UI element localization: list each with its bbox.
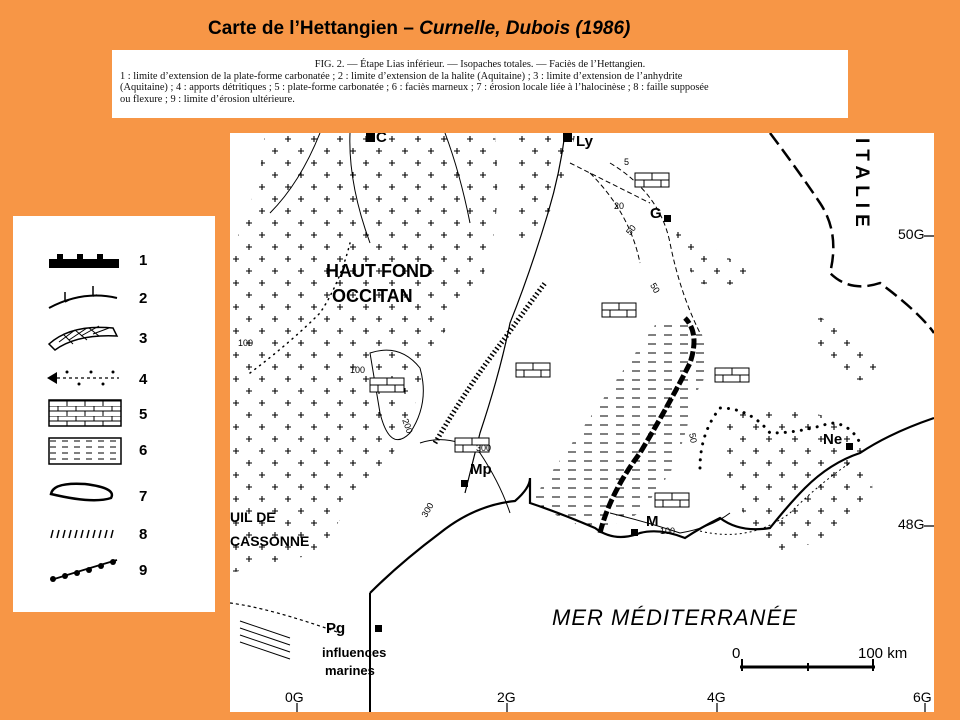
legend-symbol-5 bbox=[49, 400, 121, 426]
label-influences: influences bbox=[322, 645, 387, 660]
city-montpellier: Mp bbox=[470, 461, 492, 478]
haut-fond-crosses bbox=[230, 133, 497, 573]
isopach-label-5: 5 bbox=[624, 157, 630, 167]
legend-label-9: 9 bbox=[139, 562, 148, 579]
label-mer-mediterranee: MER MÉDITERRANÉE bbox=[552, 605, 798, 630]
grade-0g: 0G bbox=[285, 689, 304, 705]
alpine-massif-crosses bbox=[515, 133, 575, 258]
legend-symbol-6 bbox=[49, 438, 121, 464]
city-grenoble: G bbox=[650, 205, 662, 222]
legend-symbol-9 bbox=[50, 559, 117, 582]
scale-end: 100 km bbox=[858, 645, 908, 662]
isopach-label-300b: 300 bbox=[419, 500, 436, 520]
grade-6g: 6G bbox=[913, 689, 932, 705]
caption-line-1: FIG. 2. — Étape Lias inférieur. — Isopaches totales. — Faciès de l’Hettangien. bbox=[314, 59, 646, 70]
legend-label-8: 8 bbox=[139, 526, 148, 543]
scale-start: 0 bbox=[732, 645, 741, 662]
detrital-arrows bbox=[230, 603, 340, 633]
legend-symbol-7 bbox=[51, 484, 112, 501]
nice-crosses bbox=[810, 313, 890, 381]
grade-50g: 50G bbox=[898, 226, 925, 242]
legend-symbol-1 bbox=[49, 254, 119, 268]
city-lyon: Ly bbox=[576, 133, 593, 150]
figure-caption bbox=[112, 50, 848, 118]
isopach-20 bbox=[590, 173, 640, 263]
grade-4g: 4G bbox=[707, 689, 726, 705]
label-carcassonne: CASSONNE bbox=[230, 533, 310, 549]
marine-influence-hatch bbox=[240, 621, 290, 659]
legend-symbol-3 bbox=[49, 326, 117, 350]
legend-symbol-2 bbox=[49, 286, 117, 308]
belledonne-crosses bbox=[675, 228, 750, 286]
label-marines: marines bbox=[325, 663, 375, 678]
grade-2g: 2G bbox=[497, 689, 516, 705]
isopach-label-20: 20 bbox=[614, 201, 625, 211]
label-occitan: OCCITAN bbox=[332, 286, 413, 306]
legend-label-3: 3 bbox=[139, 330, 148, 347]
label-seuil: UIL DE bbox=[230, 509, 276, 525]
hettangien-map bbox=[230, 133, 934, 712]
isopach-label-100b: 100 bbox=[660, 526, 676, 536]
title-main: Carte de l’Hettangien – bbox=[208, 18, 420, 39]
isopach-label-100a: 100 bbox=[238, 338, 254, 348]
label-haut-fond: HAUT FOND bbox=[326, 261, 432, 281]
isopach-label-50b: 50 bbox=[623, 222, 639, 238]
legend-symbol-8 bbox=[51, 530, 113, 538]
city-perpignan: Pg bbox=[326, 620, 346, 637]
legend-label-7: 7 bbox=[139, 488, 148, 505]
isopach-label-300a: 300 bbox=[476, 443, 492, 453]
title-authors: Curnelle, Dubois (1986) bbox=[419, 18, 631, 39]
city-nice: Ne bbox=[823, 431, 843, 448]
grade-48g: 48G bbox=[898, 516, 925, 532]
slide-title bbox=[208, 18, 630, 40]
caption-line-3: (Aquitaine) ; 4 : apports détritiques ; 5 : plate-forme carbonatée ; 6 : faciès marneux ; 7 : érosion locale liée à l’halocinèse ; 8 : faille supposée bbox=[120, 82, 709, 94]
provence-crosses bbox=[720, 410, 873, 553]
caption-line-2: 1 : limite d’extension de la plate-forme carbonatée ; 2 : limite d’extension de la halite (Aquitaine) ; 3 : limite d’extension de l’anhydrite bbox=[120, 70, 683, 82]
legend-label-1: 1 bbox=[139, 252, 148, 269]
scale-bar bbox=[740, 659, 875, 671]
legend-label-4: 4 bbox=[139, 371, 148, 388]
map-legend bbox=[13, 216, 215, 612]
isopach-label-50c: 50 bbox=[687, 432, 699, 444]
city-marseille: M bbox=[646, 513, 659, 530]
caption-line-4: ou flexure ; 9 : limite d’érosion ultérieure. bbox=[120, 93, 295, 105]
legend-label-6: 6 bbox=[139, 442, 148, 459]
legend-symbol-4 bbox=[47, 371, 119, 386]
isopach-label-50a: 50 bbox=[648, 281, 662, 295]
legend-label-5: 5 bbox=[139, 406, 148, 423]
legend-label-2: 2 bbox=[139, 290, 148, 307]
label-italie: ITALIE bbox=[851, 138, 872, 233]
isopach-label-200: 200 bbox=[400, 417, 415, 435]
isopach-label-100c: 100 bbox=[350, 365, 366, 375]
city-clermont: C bbox=[376, 133, 387, 146]
legend-symbols bbox=[13, 216, 215, 612]
